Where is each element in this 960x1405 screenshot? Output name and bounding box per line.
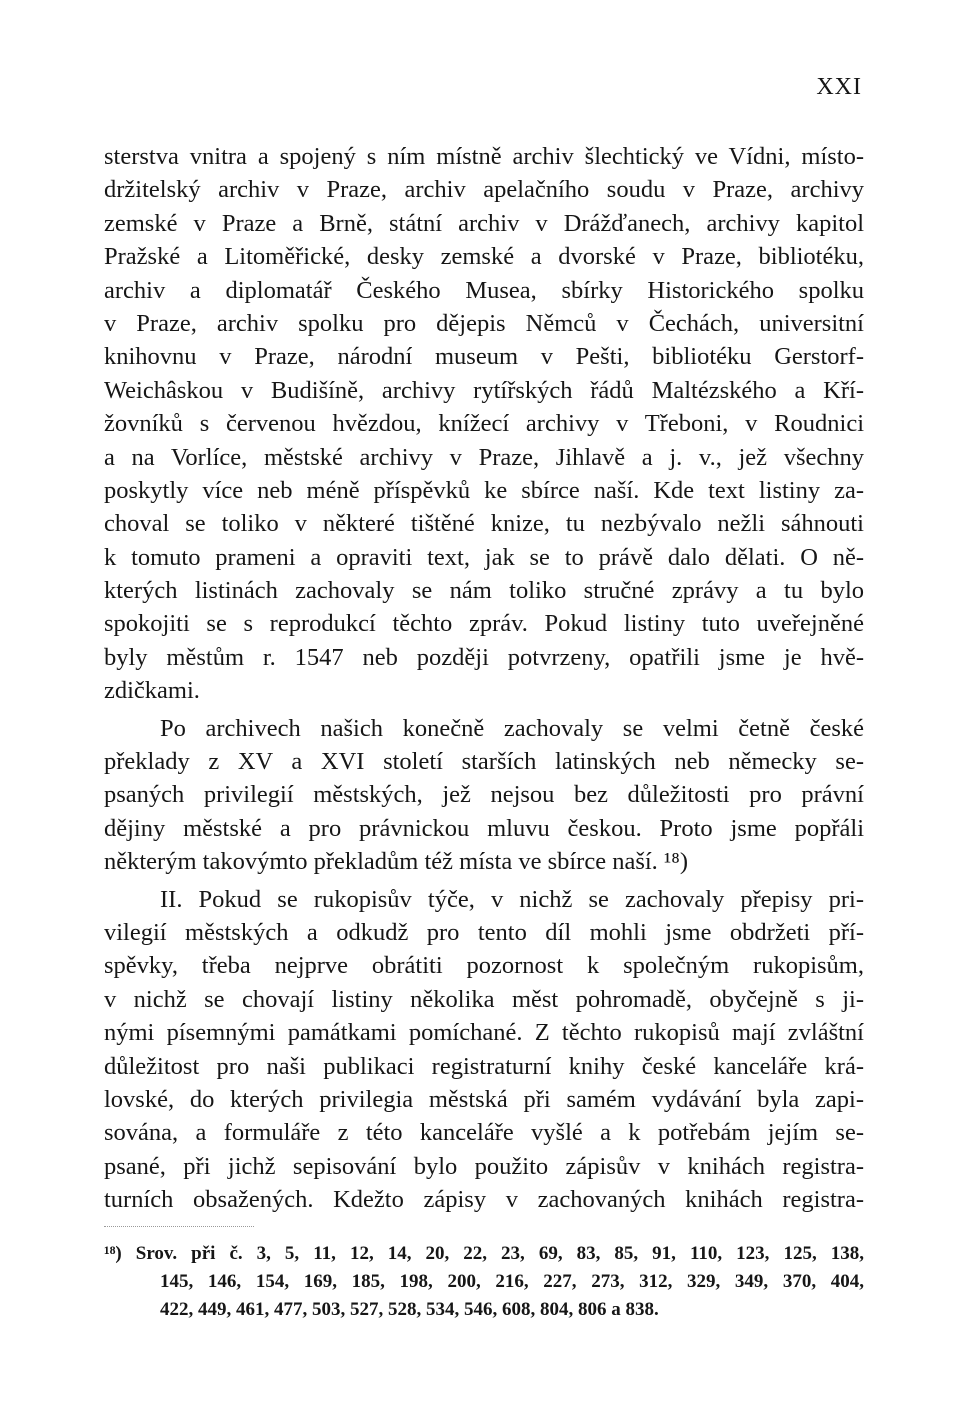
- text-line: dějiny městské a pro právnickou mluvu českou. Proto jsme popřáli: [104, 814, 864, 842]
- text-line: archiv a diplomatář Českého Musea, sbírky Historického spolku: [104, 276, 864, 304]
- text-line: v nichž se chovají listiny několika měst pohromadě, obyčejně s ji-: [104, 985, 864, 1013]
- text-line: některým takovýmto překladům též místa ve sbírce naší. ¹⁸): [104, 848, 688, 876]
- paragraph-start: II. Pokud se rukopisův týče, v nichž se zachovaly přepisy pri-: [160, 885, 864, 913]
- text-line: zemské v Praze a Brně, státní archiv v Drážďanech, archivy kapitol: [104, 209, 864, 237]
- text-line: choval se toliko v některé tištěné knize, tu nezbývalo nežli sáhnouti: [104, 510, 864, 538]
- text-line: v Praze, archiv spolku pro dějepis Němců v Čechách, universitní: [104, 309, 864, 337]
- text-line: knihovnu v Praze, národní museum v Pešti, bibliotéku Gerstorf-: [104, 343, 864, 371]
- text-line: spokojiti se s reprodukcí těchto zpráv. Pokud listiny tuto uveřejněné: [104, 610, 864, 638]
- text-line: sterstva vnitra a spojený s ním místně archiv šlechtický ve Vídni, místo-: [104, 143, 864, 170]
- text-line: zdičkami.: [104, 677, 200, 705]
- text-line: překlady z XV a XVI století starších latinských neb německy se-: [104, 748, 864, 776]
- paragraph-start: Po archivech našich konečně zachovaly se velmi četně české: [160, 714, 864, 742]
- text-line: psaných privilegií městských, jež nejsou bez důležitosti pro právní: [104, 781, 864, 809]
- footnote: [104, 1240, 864, 1324]
- text-line: sována, a formuláře z této kanceláře vyšlé a k potřebám jejím se-: [104, 1119, 864, 1147]
- text-line: Pražské a Litoměřické, desky zemské a dvorské v Praze, bibliotéku,: [104, 243, 864, 271]
- text-line: žovníků s červenou hvězdou, knížecí archivy v Třeboni, v Roudnici: [104, 410, 864, 438]
- text-line: vilegií městských a odkudž pro tento díl mohli jsme obdržeti pří-: [104, 918, 864, 946]
- text-line: turních obsažených. Kdežto zápisy v zachovaných knihách registra-: [104, 1186, 864, 1214]
- text-line: držitelský archiv v Praze, archiv apelačního soudu v Praze, archivy: [104, 176, 864, 204]
- text-line: poskytly více neb méně příspěvků ke sbírce naší. Kde text listiny za-: [104, 476, 864, 504]
- text-line: kterých listinách zachovaly se nám toliko stručné zprávy a tu bylo: [104, 577, 864, 605]
- text-line: lovské, do kterých privilegia městská při samém vydávání byla zapi-: [104, 1085, 864, 1113]
- text-line: spěvky, třeba nejprve obrátiti pozornost k společným rukopisům,: [104, 952, 864, 980]
- text-line: nými písemnými památkami pomíchané. Z těchto rukopisů mají zvláštní: [104, 1019, 864, 1047]
- footnote-separator: [104, 1226, 254, 1227]
- footnote-line: 145, 146, 154, 169, 185, 198, 200, 216, 227, 273, 312, 329, 349, 370, 404,: [160, 1271, 864, 1292]
- text-line: byly městům r. 1547 neb později potvrzeny, opatřili jsme je hvě-: [104, 643, 864, 671]
- text-line: a na Vorlíce, městské archivy v Praze, Jihlavě a j. v., jež všechny: [104, 443, 864, 471]
- page-number: XXI: [816, 74, 862, 100]
- text-line: Weichâskou v Budišíně, archivy rytířských řádů Maltézského a Kří-: [104, 376, 864, 404]
- text-line: psané, při jichž sepisování bylo použito zápisův v knihách registra-: [104, 1152, 864, 1180]
- footnote-line: ¹⁸) Srov. při č. 3, 5, 11, 12, 14, 20, 22, 23, 69, 83, 85, 91, 110, 123, 125, 138,: [104, 1243, 864, 1264]
- footnote-line: 422, 449, 461, 477, 503, 527, 528, 534, 546, 608, 804, 806 a 838.: [160, 1299, 659, 1320]
- body-text: [104, 140, 864, 1217]
- text-line: důležitost pro naši publikaci registraturní knihy české kanceláře krá-: [104, 1052, 864, 1080]
- text-line: k tomuto prameni a opraviti text, jak se to právě dalo dělati. O ně-: [104, 543, 864, 571]
